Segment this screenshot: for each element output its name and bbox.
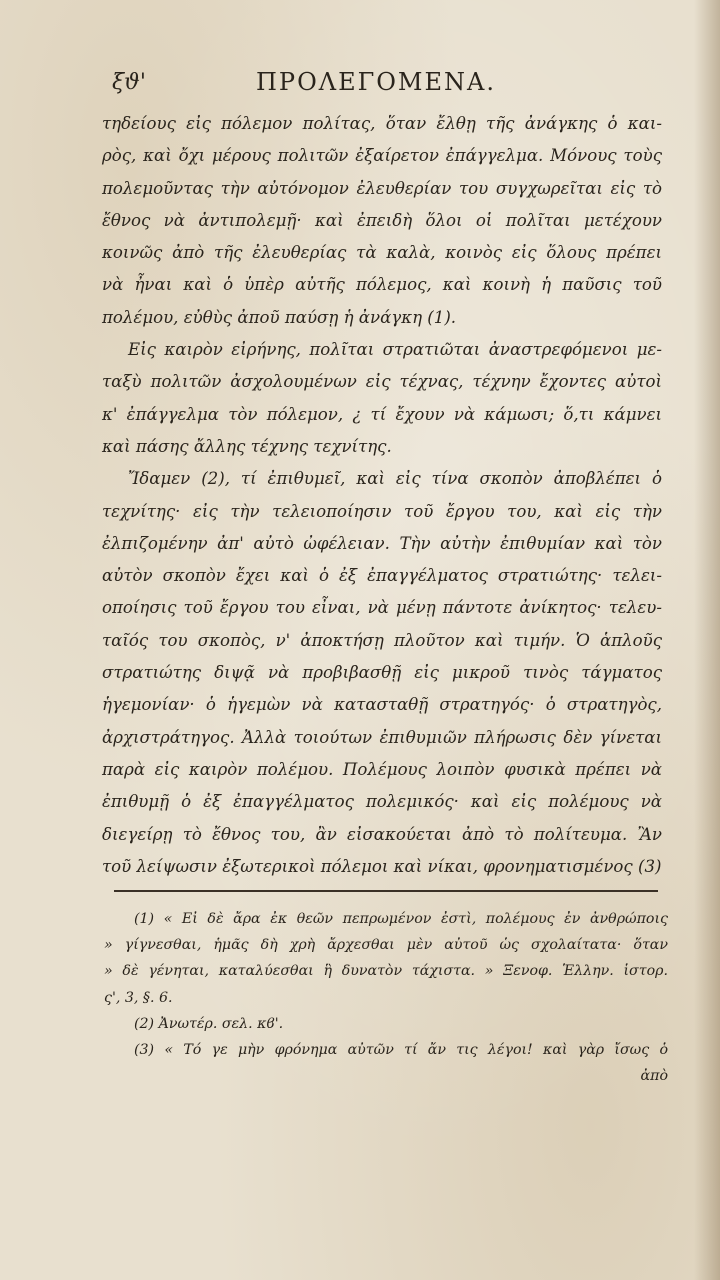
text-line: Ἴδαμεν (2), τί ἐπιθυμεῖ, καὶ εἰς τίνα σκοπὸν ἀποβλέπει ὁ (128, 469, 662, 489)
page-header (112, 66, 652, 106)
text-line: ἐπιθυμῇ ὁ ἐξ ἐπαγγέλματος πολεμικός· καὶ εἰς πολέμους νὰ (102, 792, 662, 812)
text-line: ρὸς, καὶ ὄχι μέρους πολιτῶν ἐξαίρετον ἐπάγγελμα. Μόνους τοὺς (102, 146, 662, 166)
text-line: τεχνίτης· εἰς τὴν τελειοποίησιν τοῦ ἔργου του, καὶ εἰς τὴν (102, 501, 662, 521)
text-line: διεγείρῃ τὸ ἔθνος του, ἂν εἰσακούεται ἀπὸ τὸ πολίτευμα. Ἂν (102, 824, 662, 844)
text-line: ἐλπιζομένην ἀπ' αὐτὸ ὠφέλειαν. Τὴν αὐτὴν ἐπιθυμίαν καὶ τὸν (102, 533, 662, 553)
text-line: ταξὺ πολιτῶν ἀσχολουμένων εἰς τέχνας, τέχνην ἔχοντες αὐτοὶ (102, 372, 662, 392)
text-line: παρὰ εἰς καιρὸν πολέμου. Πολέμους λοιπὸν φυσικὰ πρέπει νὰ (102, 759, 662, 779)
footnote-line: ς', 3, §. 6. (104, 989, 173, 1006)
text-line: ἀρχιστράτηγος. Ἀλλὰ τοιούτων ἐπιθυμιῶν πλήρωσις δὲν γίνεται (102, 727, 662, 747)
text-line: νὰ ἦναι καὶ ὁ ὑπὲρ αὐτῆς πόλεμος, καὶ κοινὴ ἡ παῦσις τοῦ (102, 275, 662, 295)
text-line: τηδείους εἰς πόλεμον πολίτας, ὅταν ἔλθῃ τῆς ἀνάγκης ὁ και- (102, 114, 662, 133)
text-line: ἔθνος νὰ ἀντιπολεμῇ· καὶ ἐπειδὴ ὅλοι οἱ πολῖται μετέχουν (102, 210, 662, 230)
text-line: ταῖός του σκοπὸς, ν' ἀποκτήσῃ πλοῦτον καὶ τιμήν. Ὁ ἁπλοῦς (102, 630, 662, 650)
running-title: ΠΡΟΛΕΓΟΜΕΝΑ. (256, 68, 496, 96)
text-line: αὐτὸν σκοπὸν ἔχει καὶ ὁ ἐξ ἐπαγγέλματος στρατιώτης· τελει- (102, 566, 662, 586)
footnote-divider (114, 890, 658, 892)
text-line: στρατιώτης διψᾷ νὰ προβιβασθῇ εἰς μικροῦ τινὸς τάγματος (102, 663, 662, 683)
catchword: ἀπὸ (640, 1068, 668, 1085)
text-line: ἡγεμονίαν· ὁ ἡγεμὼν νὰ κατασταθῇ στρατηγός· ὁ στρατηγὸς, (102, 695, 662, 715)
footnote-line: (1) « Εἰ δὲ ἄρα ἐκ θεῶν πεπρωμένον ἐστὶ, πολέμους ἐν ἀνθρώποις (134, 911, 668, 927)
text-line: πολεμοῦντας τὴν αὐτόνομον ἐλευθερίαν του συγχωρεῖται εἰς τὸ (102, 178, 662, 198)
text-line: Εἰς καιρὸν εἰρήνης, πολῖται στρατιῶται ἀναστρεφόμενοι με- (128, 340, 662, 360)
text-line: κοινῶς ἀπὸ τῆς ἐλευθερίας τὰ καλὰ, κοινὸς εἰς ὅλους πρέπει (102, 243, 662, 263)
footnotes (104, 906, 668, 1089)
text-line: καὶ πάσης ἄλλης τέχνης τεχνίτης. (102, 436, 392, 456)
text-line: κ' ἐπάγγελμα τὸν πόλεμον, ¿ τί ἔχουν νὰ κάμωσι; ὅ,τι κάμνει (102, 404, 662, 424)
page-binding-shadow (694, 0, 720, 1280)
main-text (102, 108, 662, 883)
text-line: τοῦ λείψωσιν ἐξωτερικοὶ πόλεμοι καὶ νίκαι, φρονηματισμένος (3) (102, 856, 662, 876)
footnote-line: » γίγνεσθαι, ἡμᾶς δὴ χρὴ ἄρχεσθαι μὲν αὐτοῦ ὡς σχολαίτατα· ὅταν (104, 937, 668, 954)
page-number: ξϑ' (112, 70, 146, 95)
footnote-line: (3) « Τό γε μὴν φρόνημα αὐτῶν τί ἄν τις λέγοι! καὶ γὰρ ἴσως ὁ (134, 1042, 668, 1059)
footnote-line: » δὲ γένηται, καταλύεσθαι ἣ δυνατὸν τάχιστα. » Ξενοφ. Ἑλλην. ἱστορ. (104, 963, 668, 980)
text-line: οποίησις τοῦ ἔργου του εἶναι, νὰ μένῃ πάντοτε ἀνίκητος· τελευ- (102, 598, 662, 618)
text-line: πολέμου, εὐθὺς ἀποῦ παύσῃ ἡ ἀνάγκη (1). (102, 307, 457, 327)
footnote-line: (2) Ἀνωτέρ. σελ. κϐ'. (134, 1015, 284, 1032)
